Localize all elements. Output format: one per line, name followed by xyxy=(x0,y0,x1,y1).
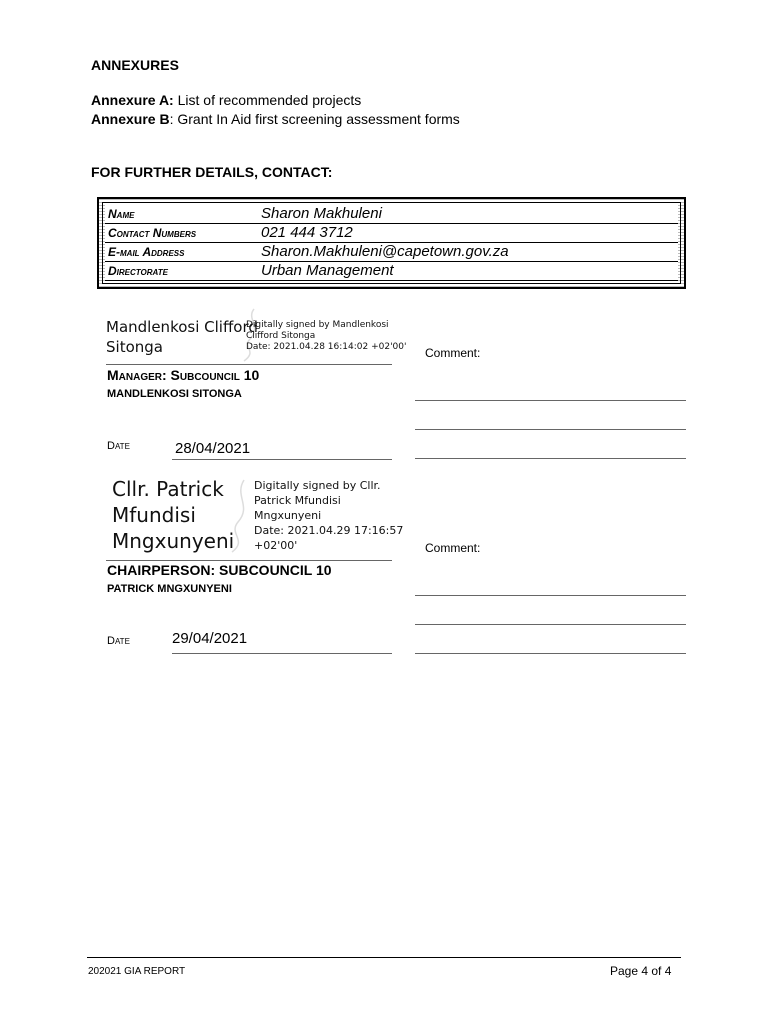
signature-line-2 xyxy=(106,560,392,561)
date-line-2 xyxy=(172,653,392,654)
comment-label-2: Comment: xyxy=(425,541,481,555)
date-value-1: 28/04/2021 xyxy=(175,440,251,457)
contact-value: Sharon Makhuleni xyxy=(261,205,382,222)
annexure-a xyxy=(91,92,361,108)
contact-heading: FOR FURTHER DETAILS, CONTACT: xyxy=(91,164,333,180)
digital-line: Date: 2021.04.29 17:16:57 xyxy=(254,524,404,537)
digital-line: +02'00' xyxy=(254,539,298,552)
footer-report-name: 202021 GIA REPORT xyxy=(88,966,186,977)
signer-name-2 xyxy=(112,476,234,554)
annexures-heading: ANNEXURES xyxy=(91,57,179,73)
date-value-2: 29/04/2021 xyxy=(172,630,248,647)
contact-label: Directorate xyxy=(108,264,168,278)
comment-line[interactable] xyxy=(415,429,686,430)
signature-line-1 xyxy=(106,364,392,365)
person-name-1: MANDLENKOSI SITONGA xyxy=(107,388,242,400)
contact-value: Urban Management xyxy=(261,262,394,279)
signer-name-line: Cllr. Patrick xyxy=(112,477,224,501)
signer-name-line: Mngxunyeni xyxy=(112,529,235,553)
annexure-a-label: Annexure A: xyxy=(91,92,174,108)
comment-line[interactable] xyxy=(415,595,686,596)
role-title-1 xyxy=(107,367,259,383)
digital-signature-1 xyxy=(246,320,406,353)
footer-page-number: Page 4 of 4 xyxy=(610,964,672,978)
annexure-a-text: List of recommended projects xyxy=(173,92,362,108)
digital-line: Date: 2021.04.28 16:14:02 +02'00' xyxy=(246,342,407,352)
date-label-2: Date xyxy=(107,635,130,647)
contact-row-directorate xyxy=(105,262,678,281)
annexure-b xyxy=(91,111,460,127)
comment-line[interactable] xyxy=(415,458,686,459)
digital-line: Patrick Mfundisi xyxy=(254,494,341,507)
footer-rule xyxy=(87,957,681,958)
role-title-2: CHAIRPERSON: SUBCOUNCIL 10 xyxy=(107,562,332,578)
signer-name-line: Sitonga xyxy=(106,338,163,356)
contact-row-name xyxy=(105,205,678,224)
contact-label: Contact Numbers xyxy=(108,226,197,240)
person-name-2: PATRICK MNGXUNYENI xyxy=(107,583,232,595)
contact-label: E-mail Address xyxy=(108,245,185,259)
contact-value: Sharon.Makhuleni@capetown.gov.za xyxy=(261,243,509,260)
role-text: Manager: Subcouncil 10 xyxy=(107,367,260,383)
digital-line: Digitally signed by Cllr. xyxy=(254,479,381,492)
annexure-b-label: Annexure B xyxy=(91,111,170,127)
contact-row-numbers xyxy=(105,224,678,243)
digital-line: Digitally signed by Mandlenkosi xyxy=(246,320,389,330)
comment-line[interactable] xyxy=(415,400,686,401)
contact-table xyxy=(97,197,686,289)
contact-value: 021 444 3712 xyxy=(261,224,353,241)
comment-label-1: Comment: xyxy=(425,346,481,360)
signer-name-line: Mandlenkosi Clifford xyxy=(106,318,258,336)
signature-flourish-icon xyxy=(224,476,254,556)
digital-line: Mngxunyeni xyxy=(254,509,322,522)
signer-name-line: Mfundisi xyxy=(112,503,196,527)
comment-line[interactable] xyxy=(415,653,686,654)
comment-line[interactable] xyxy=(415,624,686,625)
contact-label: Name xyxy=(108,207,135,221)
digital-signature-2 xyxy=(254,478,403,553)
annexure-b-text: : Grant In Aid first screening assessment forms xyxy=(169,111,460,127)
contact-row-email xyxy=(105,243,678,262)
date-line-1 xyxy=(172,459,392,460)
digital-line: Clifford Sitonga xyxy=(246,331,316,341)
date-label-1: Date xyxy=(107,440,130,452)
